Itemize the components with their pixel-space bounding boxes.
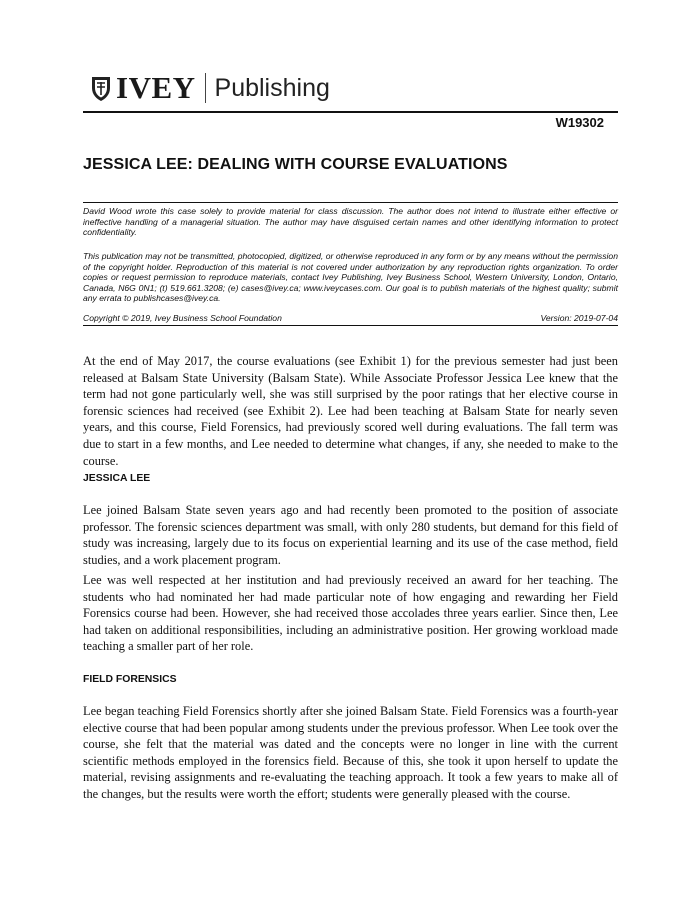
section-heading-field-forensics: FIELD FORENSICS (83, 674, 177, 685)
copyright-notice: Copyright © 2019, Ivey Business School Foundation (83, 313, 282, 323)
logo-wordmark: IVEY (116, 70, 196, 105)
case-number: W19302 (555, 115, 604, 130)
document-title: JESSICA LEE: DEALING WITH COURSE EVALUATIONS (83, 156, 508, 173)
version-label: Version: 2019-07-04 (540, 313, 618, 323)
section-heading-jessica-lee: JESSICA LEE (83, 473, 151, 484)
intro-paragraph: At the end of May 2017, the course evaluations (see Exhibit 1) for the previous semester had just been released at Balsam State University (Balsam State). While Associate Professor Jessica Lee knew that the term had not gone particularly well, she was still surprised by the poor ratings that her elective course in forensic sciences had received (see Exhibit 2). Lee had been teaching at Balsam State for nearly seven years, and this course, Field Forensics, had previously scored well during evaluations. The fall term was due to start in a few months, and Lee needed to determine what changes, if any, she needed to make to the course. (83, 354, 618, 468)
copyright-row (83, 313, 618, 323)
copyright-disclaimer: This publication may not be transmitted, photocopied, digitized, or otherwise reproduced in any form or by any means without the permission of the copyright holder. Reproduction of this material is not covered under authorization by any reproduction rights organization. To order copies or request permission to reproduce materials, contact Ivey Publishing, Ivey Business School, Western University, London, Ontario, Canada, N6G 0N1; (t) 519.661.3208; (e) cases@ivey.ca; www.iveycases.com. Our goal is to publish materials of the highest quality; submit any errata to publishcases@ivey.ca. (83, 251, 618, 304)
section-2-paragraph-1: Lee began teaching Field Forensics shortly after she joined Balsam State. Field Forensics was a fourth-year elective course that had been popular among students under the previous professor. When Lee took over the course, she felt that the material was dated and the concepts were no longer in line with the current scientific methods employed in the forensics field. Because of this, she took it upon herself to update the material, revising assignments and re-evaluating the teaching approach. It took a few years to make all of the changes, but the results were worth the effort; students were generally pleased with the course. (83, 704, 618, 801)
publisher-label: Publishing (214, 73, 330, 102)
ivey-publishing-logo (90, 68, 330, 108)
disclaimer-bottom-rule (83, 325, 618, 326)
section-1-paragraph-2: Lee was well respected at her institution and had previously received an award for her teaching. The students who had nominated her had made particular note of how engaging and rewarding her Field Forensics course had been. However, she had received those accolades three years earlier. Since then, Lee had taken on additional responsibilities, including an administrative position. Her growing workload made teaching a smaller part of her role. (83, 573, 618, 654)
header-rule (83, 111, 618, 113)
section-1-paragraph-1: Lee joined Balsam State seven years ago and had recently been promoted to the position of associate professor. The forensic sciences department was small, with only 280 students, but demand for this field of study was increasing, largely due to its focus on experiential learning and its use of the case method, field studies, and a work placement program. (83, 503, 618, 567)
author-disclaimer: David Wood wrote this case solely to provide material for class discussion. The author does not intend to illustrate either effective or ineffective handling of a managerial situation. The author may have disguised certain names and other identifying information to protect confidentiality. (83, 206, 618, 238)
disclaimer-top-rule (83, 202, 618, 203)
logo-divider (205, 73, 206, 103)
shield-crest-icon (90, 74, 112, 102)
